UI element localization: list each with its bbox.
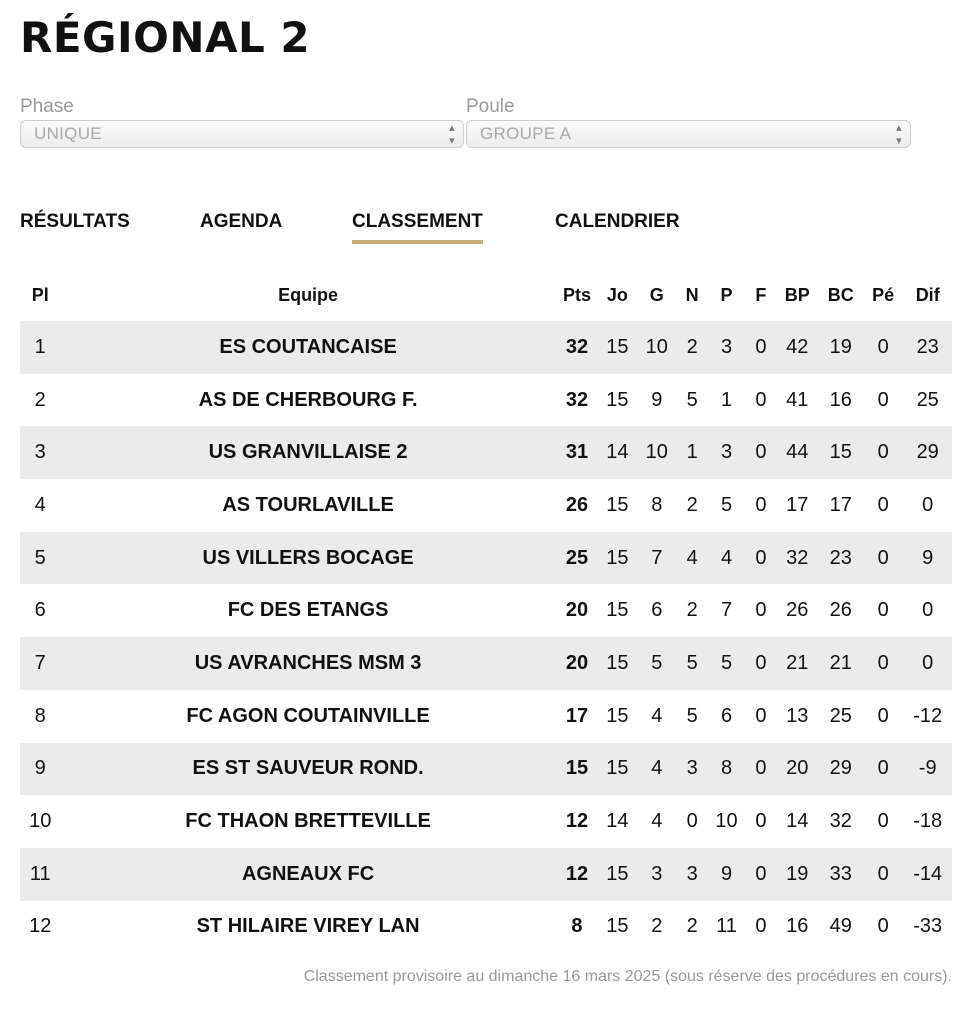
forfeit-cell: 0 [746,321,776,374]
points-cell: 32 [565,388,589,411]
select-updown-icon: ▴ ▾ [896,122,902,147]
goals-for-cell: 17 [786,493,809,516]
goals-for-cell: 41 [786,388,809,411]
goal-diff-cell: 9 [903,532,952,585]
drawn-cell: 5 [686,704,698,727]
goals-against-cell: 32 [829,810,852,833]
played-cell: 15 [606,599,629,622]
goal-diff-cell: 0 [922,493,934,516]
rank-cell: 10 [29,810,52,833]
team-cell[interactable]: FC AGON COUTAINVILLE [186,704,430,727]
phase-select[interactable] [20,120,464,148]
table-row [20,848,952,901]
played-cell: 15 [606,388,629,411]
goal-diff-cell: 29 [903,426,952,479]
won-cell: 10 [637,321,677,374]
rank-cell: 7 [20,637,60,690]
points-cell: 26 [565,493,589,516]
footnote: Classement provisoire au dimanche 16 mars 2025 (sous réserve des procédures en cours). [303,968,952,985]
forfeit-cell: 0 [755,493,767,516]
goal-diff-cell: 23 [903,321,952,374]
points-cell: 12 [556,848,598,901]
table-row [20,743,952,796]
played-cell: 15 [598,743,636,796]
drawn-cell: 2 [686,915,698,938]
won-cell: 10 [637,426,677,479]
team-cell[interactable]: ES ST SAUVEUR ROND. [60,743,555,796]
drawn-cell: 3 [677,743,707,796]
won-cell: 9 [651,388,663,411]
played-cell: 15 [598,321,636,374]
points-cell: 20 [556,637,598,690]
goals-for-cell: 20 [776,743,818,796]
phase-select-value: UNIQUE [34,124,102,143]
goals-against-cell: 16 [829,388,852,411]
won-cell: 4 [651,810,663,833]
lost-cell: 3 [707,426,745,479]
drawn-cell: 1 [677,426,707,479]
penalty-cell: 0 [863,426,903,479]
lost-cell: 1 [720,388,733,411]
goals-against-cell: 21 [819,637,863,690]
drawn-cell: 5 [677,637,707,690]
won-cell: 2 [651,915,663,938]
played-cell: 15 [606,493,629,516]
team-cell[interactable]: FC DES ETANGS [227,599,389,622]
header-p: P [720,285,733,305]
penalty-cell: 0 [863,848,903,901]
forfeit-cell: 0 [755,810,767,833]
table-row [20,426,952,479]
rank-cell: 3 [20,426,60,479]
table-row [20,374,952,427]
lost-cell: 11 [716,915,737,938]
penalty-cell: 0 [877,388,889,411]
won-cell: 4 [651,704,663,727]
rank-cell: 6 [34,599,46,622]
played-cell: 14 [598,426,636,479]
penalty-cell: 0 [877,704,889,727]
goals-for-cell: 19 [776,848,818,901]
header-g: G [649,285,664,305]
header-f: F [755,285,767,305]
penalty-cell: 0 [877,915,889,938]
points-cell: 12 [565,810,589,833]
tab-resultats[interactable]: RÉSULTATS [20,211,130,232]
points-cell: 17 [565,704,589,727]
drawn-cell: 4 [677,532,707,585]
table-row [20,321,952,374]
won-cell: 3 [637,848,677,901]
goals-against-cell: 15 [819,426,863,479]
table-row [20,479,952,532]
penalty-cell: 0 [877,493,889,516]
penalty-cell: 0 [863,637,903,690]
goal-diff-cell: 25 [916,388,939,411]
team-cell[interactable]: US VILLERS BOCAGE [60,532,555,585]
won-cell: 6 [651,599,663,622]
poule-label: Poule [466,96,515,117]
select-updown-icon: ▴ ▾ [449,122,455,147]
goals-against-cell: 26 [829,599,852,622]
played-cell: 15 [606,704,629,727]
table-row [20,795,952,848]
rank-cell: 1 [20,321,60,374]
team-cell[interactable]: AS DE CHERBOURG F. [198,388,418,411]
table-row [20,584,952,637]
lost-cell: 6 [720,704,733,727]
drawn-cell: 3 [677,848,707,901]
table-row [20,532,952,585]
penalty-cell: 0 [877,599,889,622]
goal-diff-cell: -12 [913,704,943,727]
penalty-cell: 0 [863,321,903,374]
goal-diff-cell: -14 [903,848,952,901]
goal-diff-cell: -9 [903,743,952,796]
goals-for-cell: 21 [776,637,818,690]
points-cell: 25 [556,532,598,585]
penalty-cell: 0 [863,743,903,796]
drawn-cell: 2 [686,599,698,622]
forfeit-cell: 0 [755,388,767,411]
forfeit-cell: 0 [746,426,776,479]
forfeit-cell: 0 [746,848,776,901]
goals-for-cell: 13 [786,704,809,727]
team-cell[interactable]: FC THAON BRETTEVILLE [185,810,431,833]
poule-select-value: GROUPE A [480,124,572,143]
forfeit-cell: 0 [755,704,767,727]
lost-cell: 4 [707,532,745,585]
forfeit-cell: 0 [746,637,776,690]
drawn-cell: 5 [686,388,698,411]
header-equipe: Equipe [278,285,339,305]
won-cell: 7 [637,532,677,585]
goals-against-cell: 25 [829,704,852,727]
drawn-cell: 0 [686,810,698,833]
goals-for-cell: 44 [776,426,818,479]
poule-filter [466,95,911,148]
phase-label: Phase [20,96,74,117]
rank-cell: 12 [29,915,52,938]
table-row [20,637,952,690]
won-cell: 4 [637,743,677,796]
header-n: N [685,285,699,305]
team-cell[interactable]: US GRANVILLAISE 2 [60,426,555,479]
table-header-row [20,270,952,321]
goals-against-cell: 49 [829,915,852,938]
played-cell: 14 [606,810,629,833]
forfeit-cell: 0 [746,743,776,796]
played-cell: 15 [598,637,636,690]
drawn-cell: 2 [686,493,698,516]
rank-cell: 4 [34,493,46,516]
drawn-cell: 2 [677,321,707,374]
played-cell: 15 [606,915,629,938]
phase-filter [20,95,464,148]
points-cell: 15 [556,743,598,796]
goals-for-cell: 42 [776,321,818,374]
header-bp: BP [784,285,810,305]
table-row [20,901,952,954]
team-cell[interactable]: US AVRANCHES MSM 3 [60,637,555,690]
penalty-cell: 0 [863,532,903,585]
points-cell: 20 [565,599,589,622]
played-cell: 15 [598,848,636,901]
goals-against-cell: 33 [819,848,863,901]
header-dif: Dif [915,285,940,305]
team-cell[interactable]: AGNEAUX FC [60,848,555,901]
forfeit-cell: 0 [755,599,767,622]
lost-cell: 10 [715,810,738,833]
team-cell[interactable]: AS TOURLAVILLE [222,493,394,516]
goal-diff-cell: 0 [903,637,952,690]
points-cell: 31 [556,426,598,479]
lost-cell: 5 [720,493,733,516]
lost-cell: 9 [707,848,745,901]
goals-for-cell: 32 [776,532,818,585]
goal-diff-cell: 0 [922,599,934,622]
goals-against-cell: 29 [819,743,863,796]
won-cell: 8 [651,493,663,516]
rank-cell: 2 [34,388,46,411]
goals-for-cell: 26 [786,599,809,622]
points-cell: 8 [571,915,583,938]
header-pe: Pé [872,285,895,305]
tab-calendrier[interactable]: CALENDRIER [555,211,680,232]
lost-cell: 7 [720,599,733,622]
won-cell: 5 [637,637,677,690]
rank-cell: 8 [34,704,46,727]
forfeit-cell: 0 [755,915,767,938]
poule-select[interactable] [466,120,911,148]
penalty-cell: 0 [877,810,889,833]
lost-cell: 3 [707,321,745,374]
table-row [20,690,952,743]
goals-against-cell: 23 [819,532,863,585]
team-cell[interactable]: ST HILAIRE VIREY LAN [196,915,420,938]
goals-against-cell: 17 [829,493,852,516]
header-pl: Pl [31,285,49,305]
header-pts: Pts [562,285,591,305]
goals-for-cell: 16 [786,915,809,938]
goals-for-cell: 14 [786,810,809,833]
played-cell: 15 [598,532,636,585]
rank-cell: 11 [20,848,60,901]
goal-diff-cell: -18 [913,810,943,833]
tab-agenda[interactable]: AGENDA [200,211,283,232]
tab-classement[interactable]: CLASSEMENT [352,208,483,236]
lost-cell: 8 [707,743,745,796]
rank-cell: 5 [20,532,60,585]
goal-diff-cell: -33 [913,915,943,938]
team-cell[interactable]: ES COUTANCAISE [60,321,555,374]
rank-cell: 9 [20,743,60,796]
points-cell: 32 [556,321,598,374]
header-bc: BC [827,285,854,305]
standings-table [20,270,952,953]
page-title: RÉGIONAL 2 [20,13,311,62]
lost-cell: 5 [707,637,745,690]
forfeit-cell: 0 [746,532,776,585]
goals-against-cell: 19 [819,321,863,374]
header-jo: Jo [606,285,628,305]
